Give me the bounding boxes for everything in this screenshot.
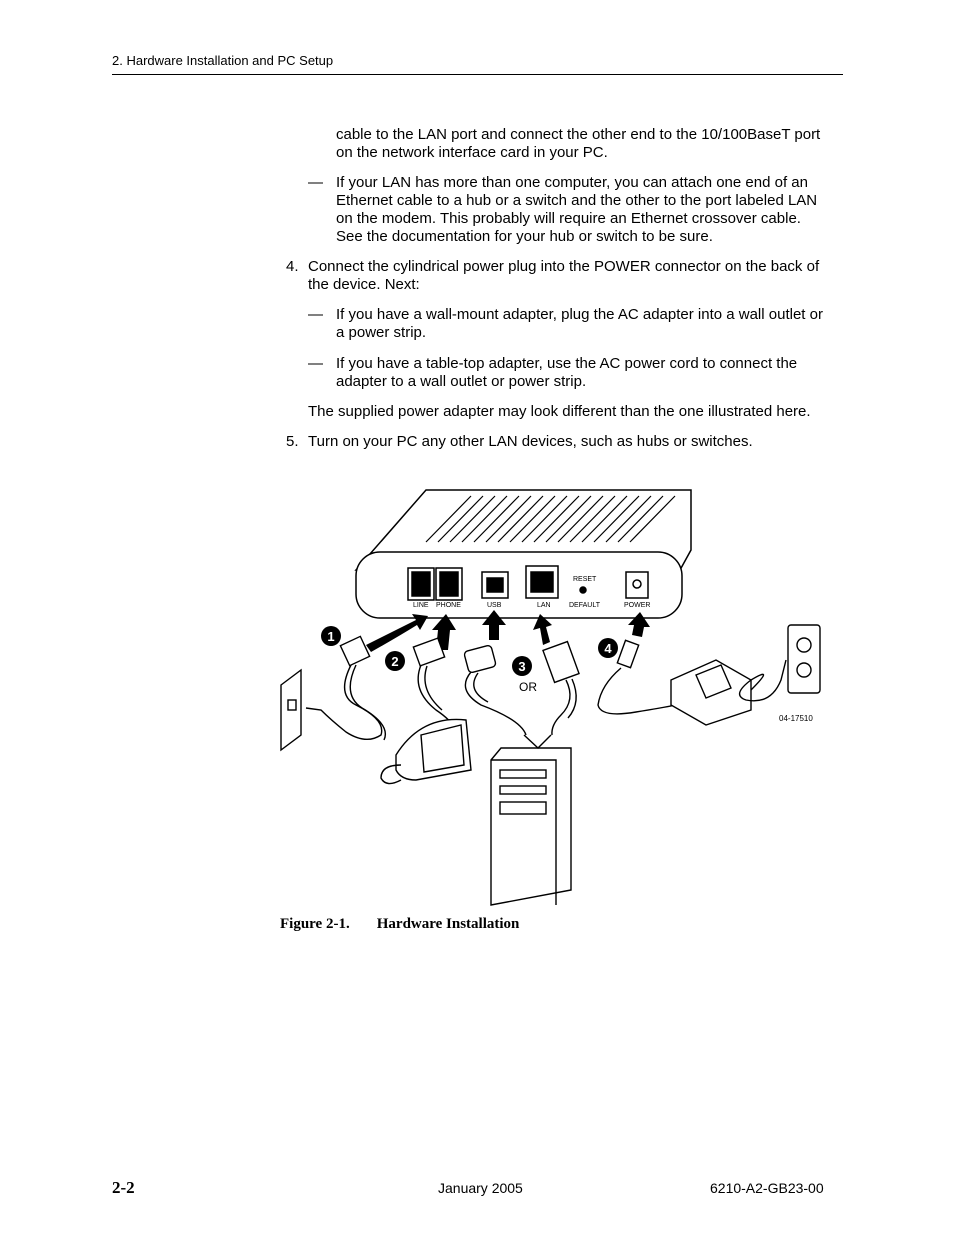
callout-1: 1 xyxy=(327,629,335,644)
document-number: 6210-A2-GB23-00 xyxy=(710,1180,824,1196)
page-number: 2-2 xyxy=(112,1178,135,1197)
port-label-phone: PHONE xyxy=(436,602,461,609)
adapter-note: The supplied power adapter may look different than the one illustrated here. xyxy=(308,403,811,420)
ethernet-cable-plug xyxy=(543,642,579,683)
bullet-dash: — xyxy=(308,174,323,191)
power-cable-plug xyxy=(617,640,638,667)
callout-3: 3 xyxy=(518,659,526,674)
bullet-c-line-2: adapter to a wall outlet or power strip. xyxy=(336,373,587,390)
phone-cable-plug xyxy=(413,638,444,666)
port-label-usb: USB xyxy=(487,602,502,609)
running-header xyxy=(112,52,843,75)
bullet-dash: — xyxy=(308,306,323,323)
figure-caption xyxy=(280,916,519,933)
usb-cable-plug xyxy=(464,645,497,673)
bullet-a-line-4: See the documentation for your hub or switch to be sure. xyxy=(336,228,713,245)
wall-outlet xyxy=(788,625,820,693)
step-5-line-1: Turn on your PC any other LAN devices, such as hubs or switches. xyxy=(308,433,753,450)
bullet-c-line-1: If you have a table-top adapter, use the AC power cord to connect the xyxy=(336,355,798,372)
continuation-line-1: cable to the LAN port and connect the other end to the 10/100BaseT port xyxy=(336,126,821,143)
step-number: 5. xyxy=(286,433,299,450)
figure-title: Hardware Installation xyxy=(376,916,520,932)
port-label-line: LINE xyxy=(413,602,429,609)
figure-number: Figure 2-1. xyxy=(280,916,350,932)
continuation-line-2: on the network interface card in your PC. xyxy=(336,144,608,161)
callout-4: 4 xyxy=(604,641,612,656)
figure-id: 04-17510 xyxy=(779,714,813,723)
section-title: 2. Hardware Installation and PC Setup xyxy=(112,53,334,68)
port-label-lan: LAN xyxy=(537,602,551,609)
bullet-dash: — xyxy=(308,355,323,372)
hardware-installation-illustration xyxy=(276,480,836,910)
bullet-a-line-3: on the modem. This probably will require an Ethernet crossover cable. xyxy=(336,210,801,227)
port-label-default: DEFAULT xyxy=(569,602,600,609)
bullet-b-line-1: If you have a wall-mount adapter, plug the AC adapter into a wall outlet or xyxy=(336,306,823,323)
port-label-power: POWER xyxy=(624,602,651,609)
bullet-b-line-2: a power strip. xyxy=(336,324,427,341)
power-jack xyxy=(626,572,648,598)
or-label: OR xyxy=(519,680,537,694)
step-4-line-2: the device. Next: xyxy=(308,276,420,293)
step-number: 4. xyxy=(286,258,299,275)
bullet-a-line-1: If your LAN has more than one computer, you can attach one end of an xyxy=(336,174,808,191)
pc-tower xyxy=(491,748,571,905)
step-4-line-1: Connect the cylindrical power plug into the POWER connector on the back of xyxy=(308,258,820,275)
port-label-reset: RESET xyxy=(573,576,597,583)
bullet-a-line-2: Ethernet cable to a hub or a switch and the other to the port labeled LAN xyxy=(336,192,818,209)
line-cable-plug xyxy=(340,636,369,665)
publication-date: January 2005 xyxy=(438,1180,523,1196)
callout-2: 2 xyxy=(391,654,399,669)
reset-button xyxy=(580,587,586,593)
